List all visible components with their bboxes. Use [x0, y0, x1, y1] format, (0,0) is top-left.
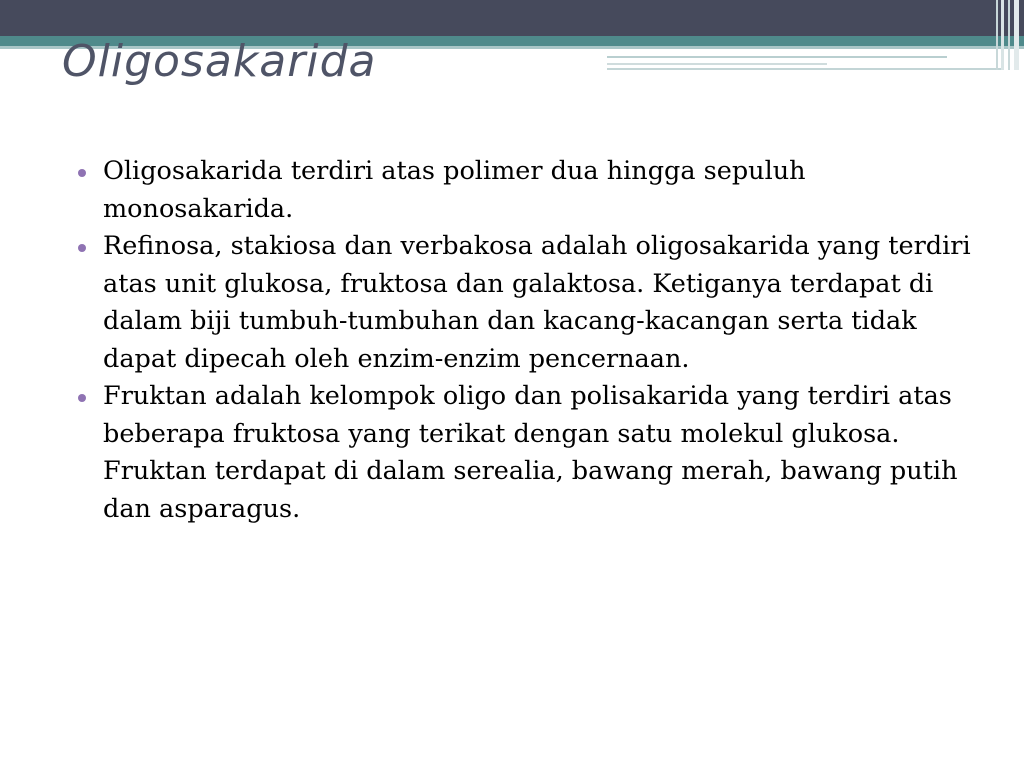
decorative-rule: [607, 63, 827, 65]
decorative-stripe: [1008, 0, 1010, 70]
decorative-rule: [607, 68, 1002, 70]
bullet-dot-icon: [78, 394, 86, 402]
bullet-text: Oligosakarida terdiri atas polimer dua hingga sepuluh monosakarida.: [103, 156, 806, 224]
bullet-text: Fruktan adalah kelompok oligo dan polisakarida yang terdiri atas beberapa fruktosa yang terikat dengan satu molekul glukosa. Fruktan terdapat di dalam serealia, bawang merah, bawang putih dan asparagus.: [103, 381, 958, 524]
decorative-stripe: [1001, 0, 1004, 70]
decorative-stripe: [996, 0, 998, 70]
bullet-dot-icon: [78, 169, 86, 177]
decorative-rule: [607, 56, 947, 58]
slide-title: Oligosakarida: [62, 36, 377, 87]
decorative-stripe: [1014, 0, 1019, 70]
bullet-dot-icon: [78, 244, 86, 252]
bullet-item: [103, 228, 973, 378]
bullet-item: [103, 153, 973, 228]
bullet-text: Refinosa, stakiosa dan verbakosa adalah oligosakarida yang terdiri atas unit glukosa, fruktosa dan galaktosa. Ketiganya terdapat di dalam biji tumbuh-tumbuhan dan kacang-kacangan serta tidak dapat dipecah oleh enzim-enzim pencernaan.: [103, 231, 971, 374]
bullet-list: [103, 153, 973, 528]
bullet-item: [103, 378, 973, 528]
